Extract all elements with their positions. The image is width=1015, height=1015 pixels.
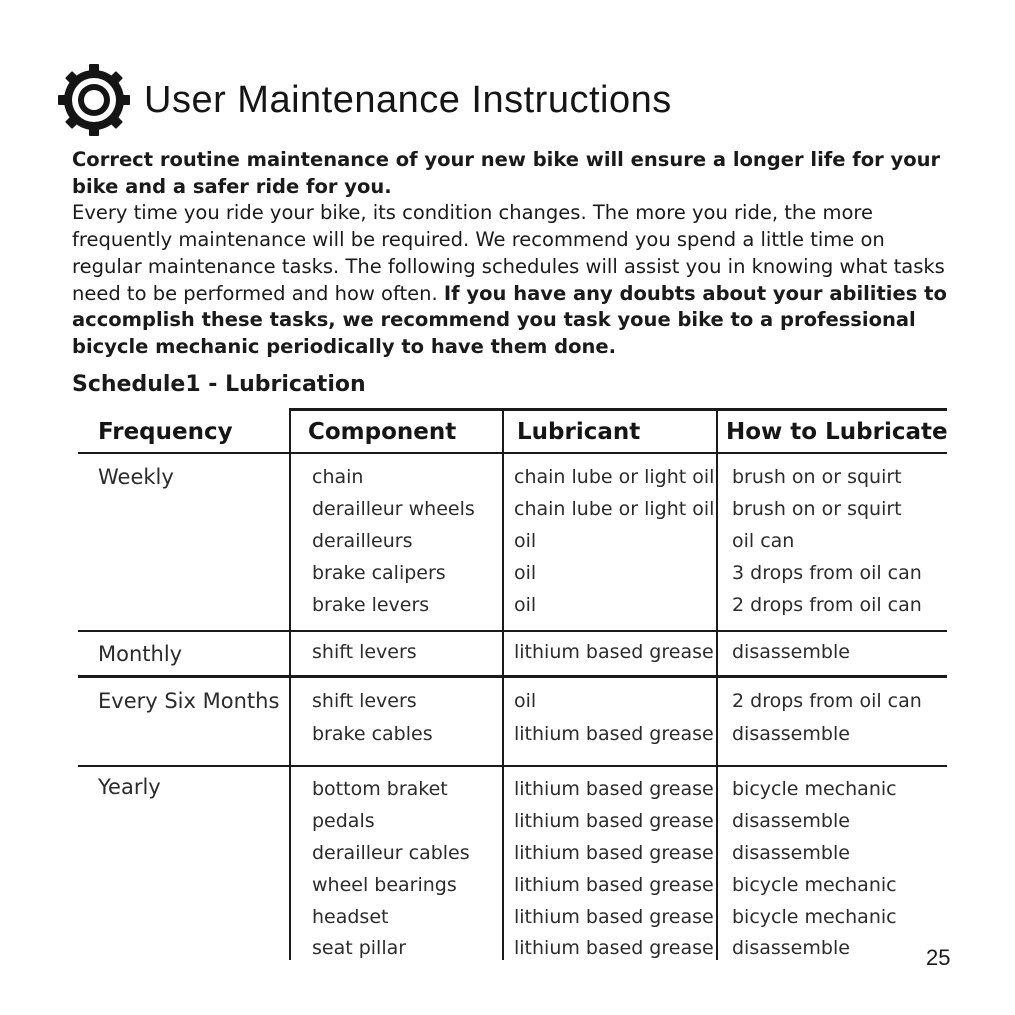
method-cell: bicycle mechanic	[732, 778, 897, 800]
table-rule	[78, 452, 947, 454]
method-cell: 2 drops from oil can	[732, 594, 922, 616]
column-header: Frequency	[98, 419, 233, 445]
intro-bold-lead: Correct routine maintenance of your new bike will ensure a longer life for your bike and a safer ride for you.	[72, 148, 941, 198]
column-divider	[716, 408, 718, 960]
lubricant-cell: oil	[514, 690, 537, 712]
column-header: Component	[308, 419, 457, 445]
component-cell: derailleur wheels	[312, 498, 475, 520]
frequency-label: Monthly	[98, 642, 183, 666]
lubricant-cell: chain lube or light oil	[514, 498, 715, 520]
table-rule	[78, 675, 947, 678]
component-cell: shift levers	[312, 641, 417, 663]
schedule-title: Schedule1 - Lubrication	[72, 372, 366, 397]
column-divider	[502, 408, 504, 960]
method-cell: disassemble	[732, 723, 850, 745]
frequency-label: Yearly	[98, 775, 161, 799]
page-header	[58, 64, 672, 136]
lubricant-cell: lithium based grease	[514, 641, 714, 663]
lubricant-cell: lithium based grease	[514, 810, 714, 832]
method-cell: disassemble	[732, 641, 850, 663]
component-cell: bottom braket	[312, 778, 448, 800]
table-rule	[78, 765, 947, 767]
method-cell: brush on or squirt	[732, 498, 902, 520]
lubricant-cell: lithium based grease	[514, 723, 714, 745]
lubricant-cell: lithium based grease	[514, 842, 714, 864]
component-cell: pedals	[312, 810, 375, 832]
table-rule	[290, 408, 947, 411]
method-cell: bicycle mechanic	[732, 874, 897, 896]
component-cell: headset	[312, 906, 389, 928]
frequency-label: Weekly	[98, 465, 174, 489]
table-rule	[78, 630, 947, 632]
lubricant-cell: lithium based grease	[514, 937, 714, 959]
method-cell: 2 drops from oil can	[732, 690, 922, 712]
column-header: Lubricant	[517, 419, 641, 445]
component-cell: brake levers	[312, 594, 430, 616]
component-cell: brake cables	[312, 723, 433, 745]
lubricant-cell: oil	[514, 594, 537, 616]
column-divider	[289, 408, 291, 960]
gear-icon	[58, 64, 130, 136]
column-header: How to Lubricate	[726, 419, 948, 445]
component-cell: derailleur cables	[312, 842, 470, 864]
lubricant-cell: chain lube or light oil	[514, 466, 715, 488]
method-cell: bicycle mechanic	[732, 906, 897, 928]
component-cell: wheel bearings	[312, 874, 457, 896]
method-cell: disassemble	[732, 937, 850, 959]
component-cell: derailleurs	[312, 530, 413, 552]
method-cell: oil can	[732, 530, 795, 552]
component-cell: shift levers	[312, 690, 417, 712]
intro-body: Every time you ride your bike, its condition changes. The more you ride, the more frequently maintenance will be required. We recommend you spend a little time on regular maintenance tasks. The following schedules will assist you in knowing what tasks need to be performed and how often.	[72, 201, 945, 305]
lubricant-cell: lithium based grease	[514, 906, 714, 928]
page-number: 25	[926, 945, 951, 970]
method-cell: brush on or squirt	[732, 466, 902, 488]
component-cell: seat pillar	[312, 937, 407, 959]
component-cell: brake calipers	[312, 562, 446, 584]
method-cell: 3 drops from oil can	[732, 562, 922, 584]
lubricant-cell: lithium based grease	[514, 778, 714, 800]
frequency-label: Every Six Months	[98, 689, 280, 713]
method-cell: disassemble	[732, 842, 850, 864]
lubricant-cell: lithium based grease	[514, 874, 714, 896]
lubricant-cell: oil	[514, 562, 537, 584]
method-cell: disassemble	[732, 810, 850, 832]
intro-bold-tail: If you have any doubts about your abilities to accomplish these tasks, we recommend you task youe bike to a professional bicycle mechanic periodically to have them done.	[72, 281, 947, 358]
page-title: User Maintenance Instructions	[144, 78, 672, 121]
component-cell: chain	[312, 466, 364, 488]
lubricant-cell: oil	[514, 530, 537, 552]
intro-paragraph	[72, 147, 952, 361]
